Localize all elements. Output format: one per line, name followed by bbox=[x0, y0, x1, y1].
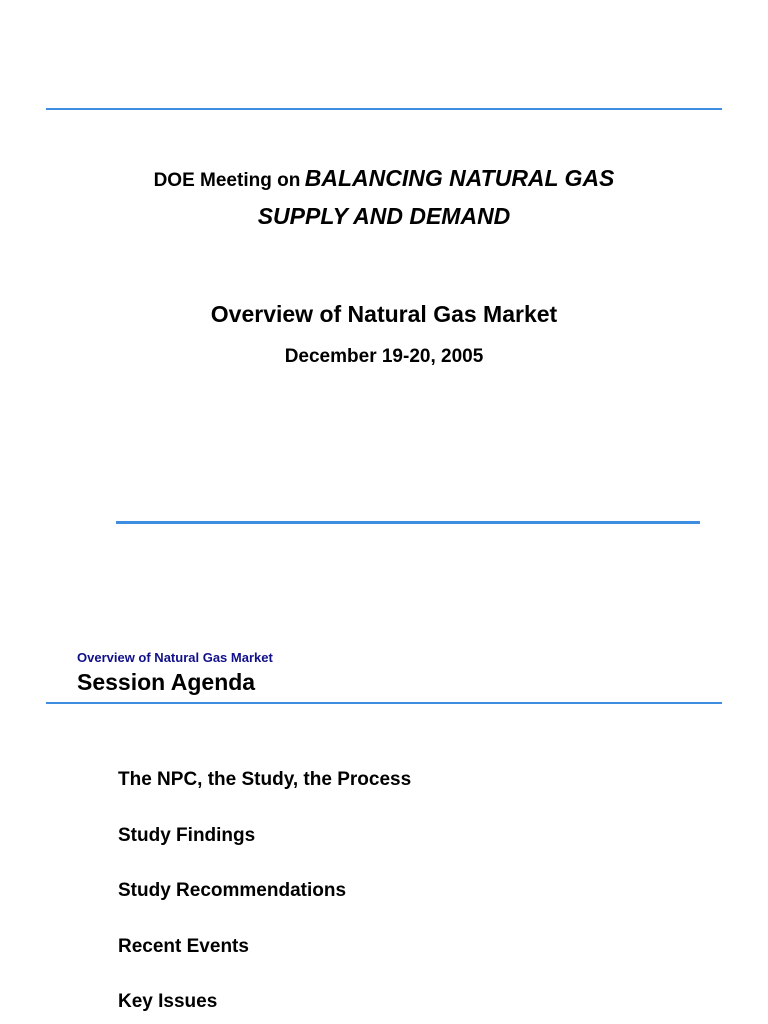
agenda-title: Session Agenda bbox=[77, 669, 256, 695]
title-block bbox=[0, 163, 768, 231]
section-label: Overview of Natural Gas Market bbox=[77, 650, 273, 665]
agenda-item: The NPC, the Study, the Process bbox=[118, 769, 412, 790]
title-line-1 bbox=[0, 163, 768, 197]
agenda-item: Recent Events bbox=[118, 935, 249, 957]
title-main-line-1: BALANCING NATURAL GAS bbox=[304, 165, 615, 191]
agenda-list bbox=[118, 768, 411, 1024]
title-lead-in: DOE Meeting on bbox=[153, 170, 301, 191]
title-main-line-2: SUPPLY AND DEMAND bbox=[257, 203, 511, 229]
agenda-item: Study Findings bbox=[118, 824, 256, 846]
middle-divider bbox=[116, 521, 700, 524]
agenda-divider bbox=[46, 702, 722, 704]
agenda-item: Study Recommendations bbox=[118, 880, 347, 901]
agenda-item: Key Issues bbox=[118, 991, 218, 1012]
slide-subtitle: Overview of Natural Gas Market bbox=[210, 301, 558, 327]
meeting-date: December 19-20, 2005 bbox=[284, 346, 484, 367]
top-divider bbox=[46, 108, 722, 110]
